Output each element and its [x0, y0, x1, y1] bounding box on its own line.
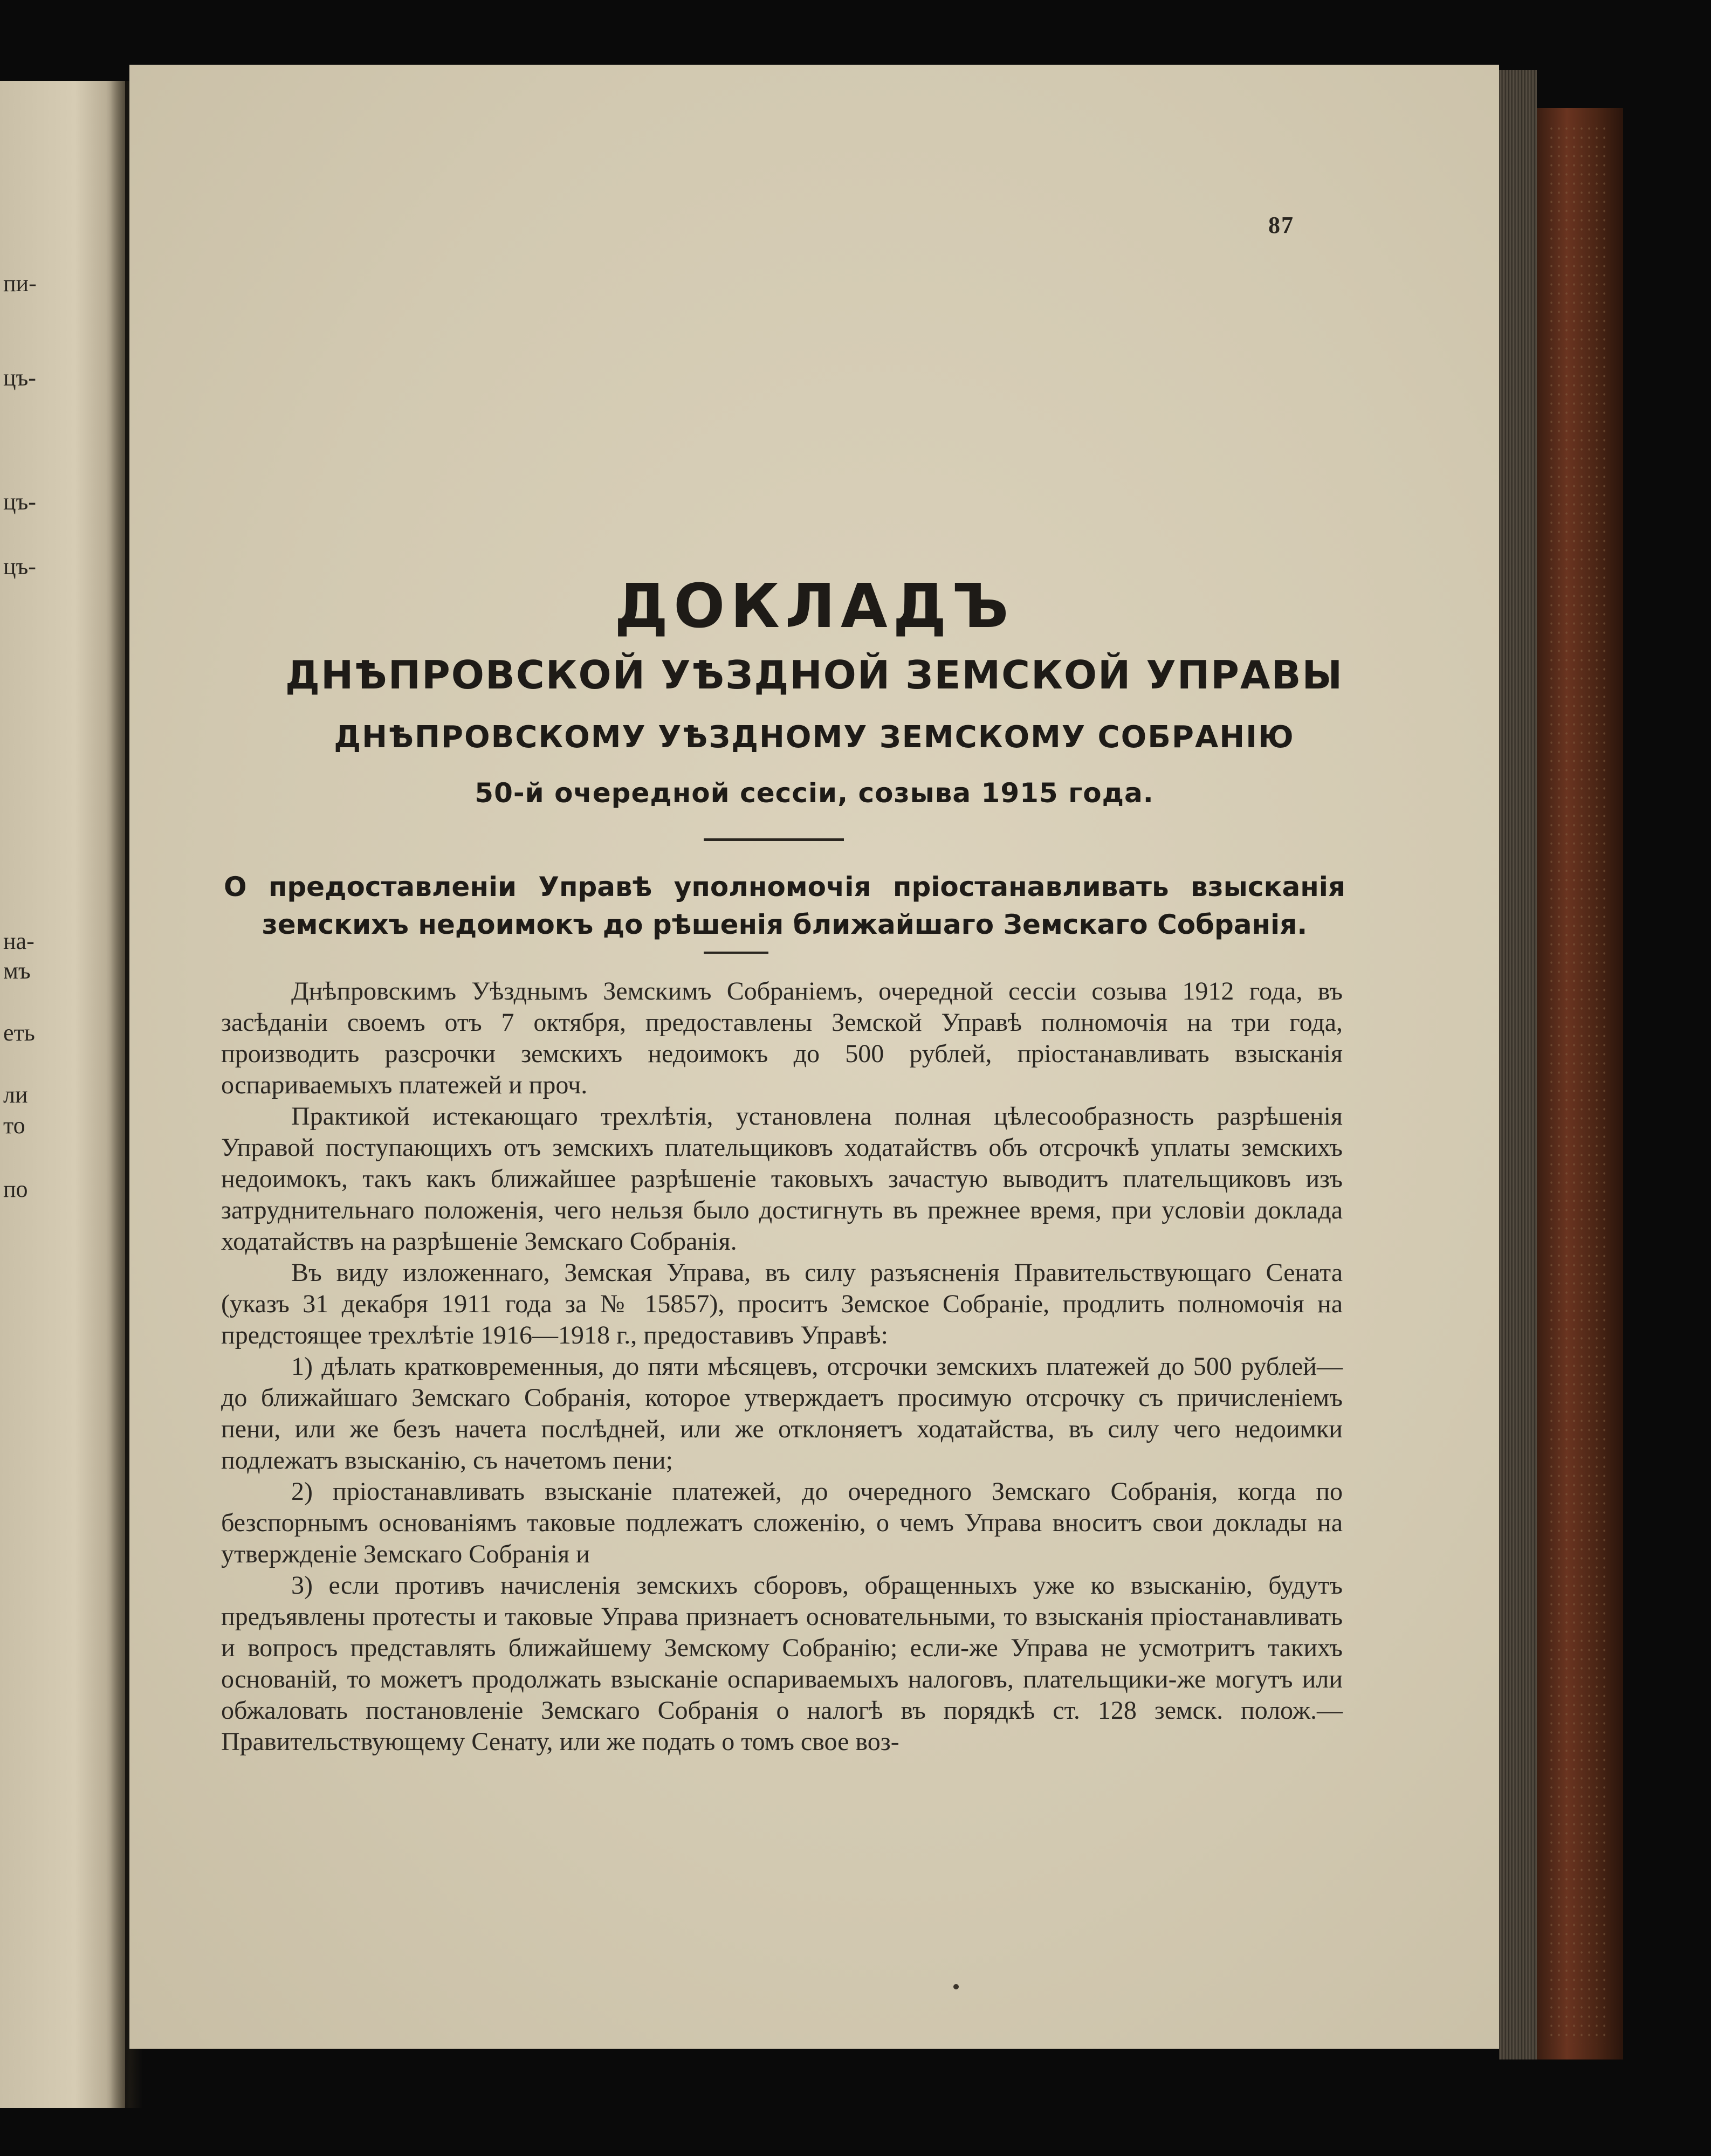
subject-underline	[704, 952, 768, 954]
body-paragraph: 3) если противъ начисленія земскихъ сборовъ, обращенныхъ уже ко взысканію, будутъ предъявлены протесты и таковые Управа признаетъ основательными, то взысканія пріостанавливать и вопросъ представлять ближайшему Земскому Собранію; если-же Управа не усмотритъ такихъ основаній, то можетъ продолжать взысканіе оспариваемыхъ налоговъ, плательщики-же могутъ или обжаловать постановленіе Земскаго Собранія о налогѣ въ порядкѣ ст. 128 земск. полож.—Правительствующему Сенату, или же подать о томъ свое воз-	[221, 1571, 1343, 1756]
left-page-fragment: то	[3, 1112, 25, 1139]
report-body	[221, 976, 1343, 1758]
left-page-fragment: мъ	[3, 958, 31, 984]
heading-divider	[704, 838, 844, 841]
session-line: 50-й очередной сессіи, созыва 1915 года.	[475, 777, 1154, 809]
body-paragraph: 1) дѣлать кратковременныя, до пяти мѣсяцевъ, отсрочки земскихъ платежей до 500 рублей—до ближайшаго Земскаго Собранія, которое утверждаетъ просимую отсрочку съ причисленіемъ пени, или же безъ начета послѣдней, или же отклоняетъ ходатайства, въ силу чего недоимки подлежатъ взысканію, съ начетомъ пени;	[221, 1352, 1343, 1475]
cover-texture	[1548, 124, 1607, 2043]
left-page-fragment: цъ-	[3, 488, 36, 515]
left-page-fragment: пи-	[3, 270, 37, 297]
left-page-fragment: цъ-	[3, 364, 36, 391]
document-addressee: ДНѢПРОВСКОМУ УѢЗДНОМУ ЗЕМСКОМУ СОБРАНІЮ	[334, 720, 1295, 755]
body-paragraph: Въ виду изложеннаго, Земская Управа, въ силу разъясненія Правительствующаго Сената (указъ 31 декабря 1911 года за № 15857), проситъ Земское Собраніе, продлить полномочія на предстоящее трехлѣтіе 1916—1918 г., предоставивъ Управѣ:	[221, 1258, 1343, 1349]
report-subject: О предоставленіи Управѣ уполномочія пріостанавливать взысканія земскихъ недоимокъ до рѣшенія ближайшаго Земскаго Собранія.	[224, 871, 1345, 940]
ink-speck	[953, 1984, 959, 1989]
left-page-fragment: еть	[3, 1020, 35, 1046]
body-paragraph: Практикой истекающаго трехлѣтія, установлена полная цѣлесообразность разрѣшенія Управой поступающихъ отъ земскихъ плательщиковъ ходатайствъ объ отсрочкѣ уплаты земскихъ недоимокъ, такъ какъ ближайшее разрѣшеніе таковыхъ зачастую выводитъ плательщиковъ изъ затруднительнаго положенія, чего нельзя было достигнуть въ прежнее время, при условіи доклада ходатайствъ на разрѣшеніе Земскаго Собранія.	[221, 1102, 1343, 1256]
left-page-fragment: по	[3, 1176, 28, 1202]
body-paragraph: Днѣпровскимъ Уѣзднымъ Земскимъ Собраніемъ, очередной сессіи созыва 1912 года, въ засѣданіи своемъ отъ 7 октября, предоставлены Земской Управѣ полномочія на три года, производить разсрочки земскихъ недоимокъ до 500 рублей, пріостанавливать взысканія оспариваемыхъ платежей и проч.	[221, 977, 1343, 1099]
body-paragraph: 2) пріостанавливать взысканіе платежей, до очередного Земскаго Собранія, когда по безспорнымъ основаніямъ таковые подлежатъ сложенію, о чемъ Управа вноситъ свои доклады на утвержденіе Земскаго Собранія и	[221, 1477, 1343, 1568]
document-subtitle: ДНѢПРОВСКОЙ УѢЗДНОЙ ЗЕМСКОЙ УПРАВЫ	[285, 652, 1344, 698]
page-number: 87	[1268, 212, 1294, 238]
document-title: ДОКЛАДЪ	[614, 571, 1014, 642]
left-page-fragment: ли	[3, 1082, 28, 1108]
page-stack-edge	[1499, 70, 1537, 2059]
left-page-fragment: на-	[3, 928, 35, 954]
left-page-fragment: цъ-	[3, 553, 36, 580]
